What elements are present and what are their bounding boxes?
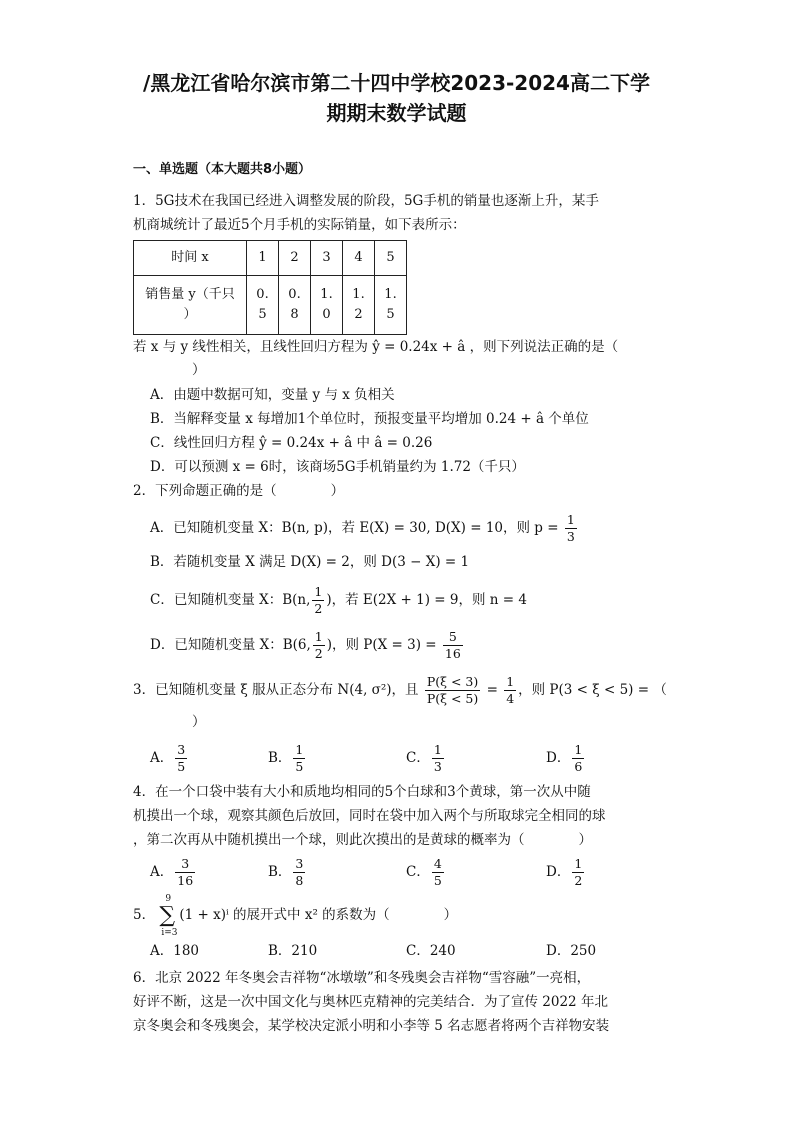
q4-stem-line-1: 4．在一个口袋中装有大小和质地均相同的5个白球和3个黄球，第一次从中随 [133,784,591,800]
page-title [100,68,693,128]
fraction: $\frac{1}{3}$ [566,512,575,544]
q1-option-d: D．可以预测 x = 6时，该商场5G手机销量约为 1.72（千只） [150,459,525,475]
fraction: $\frac{1}{2}$ [314,584,323,616]
fraction: $\frac{5}{16}$ [444,629,461,661]
summation-symbol: ∑ 9 i=3 [159,893,178,938]
table-cell-sales: 0. 5 [247,276,279,335]
fraction: $\frac{1}{2}$ [314,629,323,661]
q2-option-d: D．已知随机变量 X：B(6, $\frac{1}{2}$ )，则 P(X = 3) = $\frac{5}{16}$ [150,629,461,661]
q4-option-a: A． $\frac{3}{16}$ [150,856,194,888]
q6-stem-line-1: 6．北京 2022 年冬奥会吉祥物“冰墩墩”和冬残奥会吉祥物“雪容融”一亮相， [133,970,591,986]
q4-stem-line-3: ，第二次再从中随机摸出一个球，则此次摸出的是黄球的概率为（ ） [133,832,592,848]
title-line-1: /黑龙江省哈尔滨市第二十四中学校2023-2024高二下学 [143,71,650,95]
fraction: $\frac{P(\xi < 3)}{P(\xi < 5)}$ [426,674,479,706]
q3-option-d: D． $\frac{1}{6}$ [546,742,583,774]
table-cell-sales: 1. 0 [311,276,343,335]
q5-option-d: D．250 [546,943,597,959]
q2-option-c: C．已知随机变量 X：B(n, $\frac{1}{2}$ )，若 E(2X + 1) = 9，则 n = 4 [150,584,527,616]
table-cell-month: 5 [375,241,407,276]
q3-close: ） [192,714,206,730]
q4-option-b: B． $\frac{3}{8}$ [268,856,304,888]
fraction: $\frac{1}{4}$ [506,674,515,706]
q1-option-c: C．线性回归方程 ŷ = 0.24x + â 中 â = 0.26 [150,435,433,451]
table-header-time: 时间 x [134,241,247,276]
q5-stem: 5． ∑ 9 i=3 (1 + x)ⁱ 的展开式中 x² 的系数为（ ） [133,893,458,938]
q1-question-close: ） [192,362,206,378]
section-heading: 一、单选题（本大题共8小题） [133,162,312,177]
q4-option-c: C． $\frac{4}{5}$ [406,856,442,888]
q2-option-b: B．若随机变量 X 满足 D(X) = 2，则 D(3 − X) = 1 [150,554,470,570]
q3-option-a: A． $\frac{3}{5}$ [150,742,186,774]
q5-option-c: C．240 [406,943,456,959]
q3-option-c: C． $\frac{1}{3}$ [406,742,442,774]
table-cell-sales: 0. 8 [279,276,311,335]
q3-option-b: B． $\frac{1}{5}$ [268,742,304,774]
table-cell-month: 4 [343,241,375,276]
sales-table [133,240,407,335]
table-cell-sales: 1. 5 [375,276,407,335]
q6-stem-line-3: 京冬奥会和冬残奥会，某学校决定派小明和小李等 5 名志愿者将两个吉祥物安装 [133,1018,610,1034]
table-cell-month: 2 [279,241,311,276]
q1-question-line: 若 x 与 y 线性相关，且线性回归方程为 ŷ = 0.24x + â ，则下列说法正确的是（ [133,339,619,355]
table-cell-month: 3 [311,241,343,276]
q1-stem-line-2: 机商城统计了最近5个月手机的实际销量，如下表所示： [133,217,466,233]
q4-stem-line-2: 机摸出一个球，观察其颜色后放回，同时在袋中加入两个与所取球完全相同的球 [133,808,606,824]
q5-option-a: A．180 [150,943,200,959]
table-header-sales: 销售量 y（千只 ） [134,276,247,335]
q1-option-b: B．当解释变量 x 每增加1个单位时，预报变量平均增加 0.24 + â 个单位 [150,411,589,427]
q2-stem: 2．下列命题正确的是（ ） [133,483,345,499]
q6-stem-line-2: 好评不断，这是一次中国文化与奥林匹克精神的完美结合．为了宣传 2022 年北 [133,994,608,1010]
title-line-2: 期期末数学试题 [326,101,467,125]
table-cell-month: 1 [247,241,279,276]
q5-option-b: B．210 [268,943,318,959]
q2-option-a: A．已知随机变量 X：B(n, p)，若 E(X) = 30, D(X) = 10，则 p = $\frac{1}{3}$ [150,512,575,544]
q4-option-d: D． $\frac{1}{2}$ [546,856,583,888]
table-cell-sales: 1. 2 [343,276,375,335]
q3-stem: 3．已知随机变量 ξ 服从正态分布 N(4, σ²)，且 $\frac{P(\xi < 3)}{P(\xi < 5)}$ = $\frac{1}{4}$ ，则 P(3 < ξ < 5) = （ [133,674,667,706]
q1-stem-line-1: 1．5G技术在我国已经进入调整发展的阶段，5G手机的销量也逐渐上升，某手 [133,193,599,209]
q1-option-a: A．由题中数据可知，变量 y 与 x 负相关 [150,387,395,403]
